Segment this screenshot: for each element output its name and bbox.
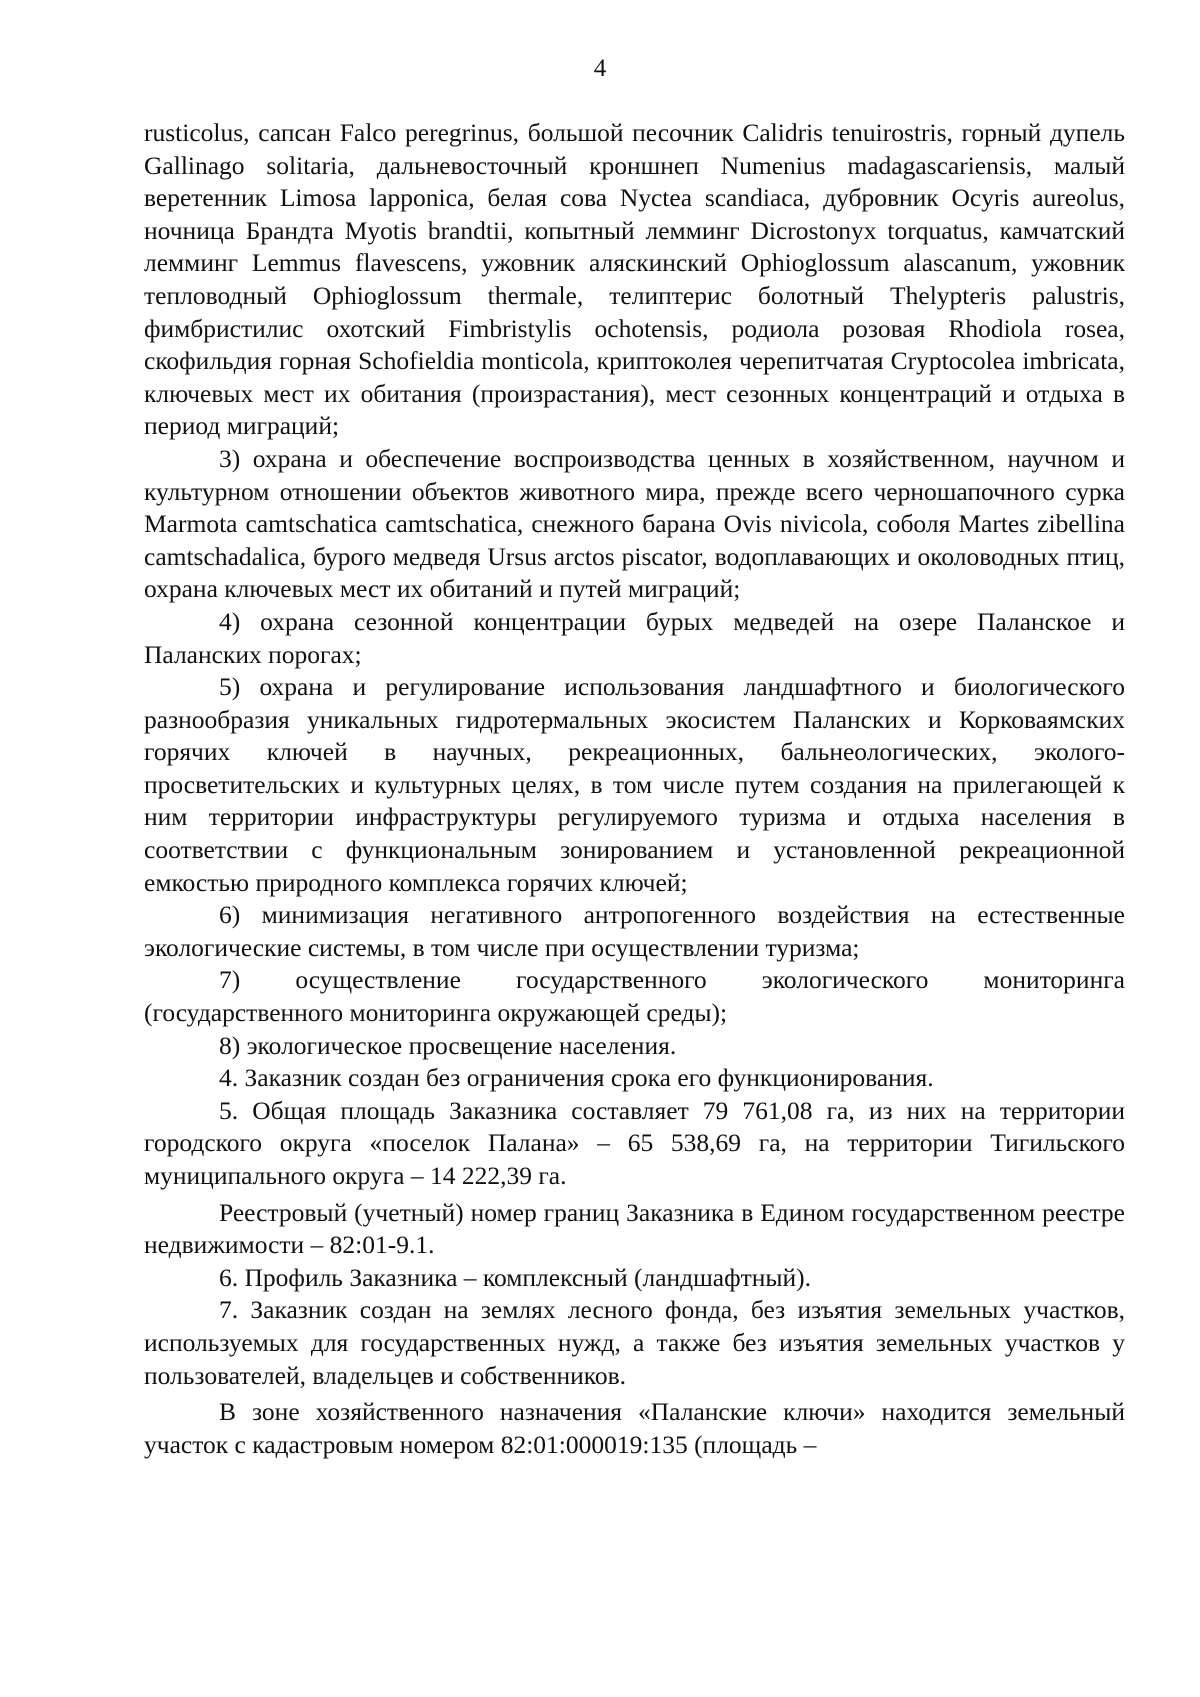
paragraph-section-5: 5. Общая площадь Заказника составляет 79 761,08 га, из них на территории городского округа «поселок Палана» – 65 538,69 га, на территории Тигильского муниципального округа – 14 222,39 га. xyxy=(144,1095,1125,1190)
paragraph-land-plot: В зоне хозяйственного назначения «Паланские ключи» находится земельный участок с кадастровым номером 82:01:000019:135 (площадь – xyxy=(144,1397,1125,1459)
paragraph-item-5: 5) охрана и регулирование использования ландшафтного и биологического разнообразия уникальных гидротермальных экосистем Паланских и Корковаямских горячих ключей в научных, рекреационных, бальнеологических, эколого-просветительских и культурных целях, в том числе путем создания на прилегающей к ним территории инфраструктуры регулируемого туризма и отдыха населения в соответствии с функциональным зонированием и установленной рекреационной емкостью природного комплекса горячих ключей; xyxy=(144,672,1125,897)
paragraph-section-7: 7. Заказник создан на землях лесного фонда, без изъятия земельных участков, используемых для государственных нужд, а также без изъятия земельных участков у пользователей, владельцев и собственников. xyxy=(144,1295,1125,1390)
paragraph-item-7: 7) осуществление государственного экологического мониторинга (государственного мониторинга окружающей среды); xyxy=(144,965,1125,1028)
paragraph-item-3: 3) охрана и обеспечение воспроизводства ценных в хозяйственном, научном и культурном отношении объектов животного мира, прежде всего черношапочного сурка Marmota camtschatica camtschatica, снежного барана Ovis nivicola, соболя Martes zibellina camtschadalica, бурого медведя Ursus arctos piscator, водоплавающих и околоводных птиц, охрана ключевых мест их обитаний и путей миграций; xyxy=(144,443,1125,604)
paragraph-section-6: 6. Профиль Заказника – комплексный (ландшафтный). xyxy=(219,1262,812,1292)
paragraph-species-list: rusticolus, сапсан Falco peregrinus, большой песочник Calidris tenuirostris, горный дупель Gallinago solitaria, дальневосточный кроншнеп Numenius madagascariensis, малый веретенник Limosa lapponica, белая сова Nyctea scandiaca, дубровник Ocyris aureolus, ночница Брандта Myotis brandtii, копытный лемминг Dicrostonyx torquatus, камчатский лемминг Lemmus flavescens, ужовник аляскинский Ophioglossum alascanum, ужовник тепловодный Ophioglossum thermale, телиптерис болотный Thelypteris palustris, фимбристилис охотский Fimbristylis ochotensis, родиола розовая Rhodiola rosea, скофильдия горная Schofieldia monticola, криптоколея черепитчатая Cryptocolea imbricata, ключевых мест их обитания (произрастания), мест сезонных концентраций и отдыха в период миграций; xyxy=(144,118,1125,441)
paragraph-section-4: 4. Заказник создан без ограничения срока его функционирования. xyxy=(219,1063,934,1093)
paragraph-item-4: 4) охрана сезонной концентрации бурых медведей на озере Паланское и Паланских порогах; xyxy=(144,606,1125,669)
page-number: 4 xyxy=(593,55,607,82)
paragraph-item-6: 6) минимизация негативного антропогенного воздействия на естественные экологические системы, в том числе при осуществлении туризма; xyxy=(144,900,1125,962)
paragraph-item-8: 8) экологическое просвещение населения. xyxy=(219,1030,677,1060)
document-body xyxy=(144,117,1125,1461)
paragraph-registry-number: Реестровый (учетный) номер границ Заказника в Едином государственном реестре недвижимости – 82:01-9.1. xyxy=(144,1197,1125,1260)
